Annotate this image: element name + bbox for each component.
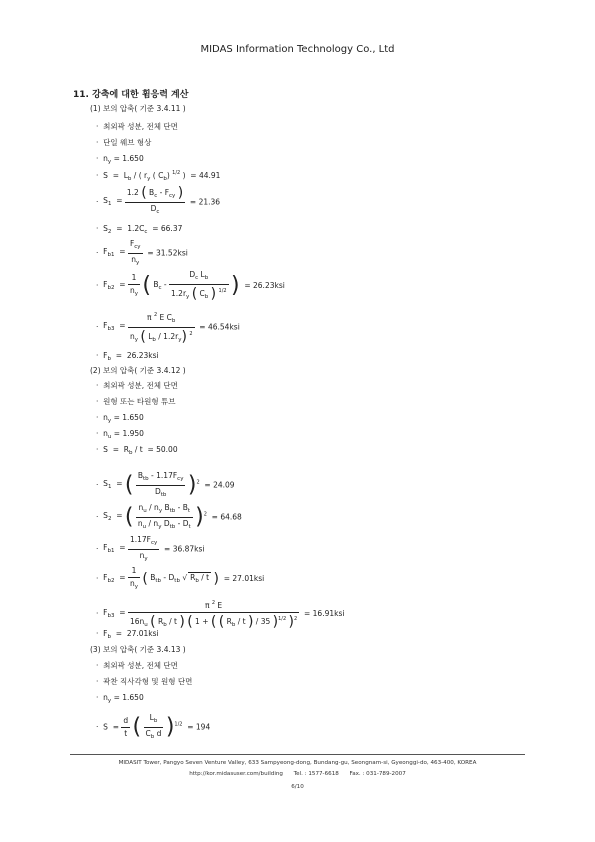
p2-item-1: · 최외곽 성분, 전체 단면	[96, 381, 178, 390]
p2-S1: · $S_1$ = ( $\frac{B_{tb} - 1.17F_{cy}}{D_{tb}}$ )$^2$ = 24.09	[96, 471, 235, 498]
p2-Fb2: · $F_{b2}$ = $\frac{1}{n_y}$ ( $B_{tb} - D_{tb}$ √ $R_b$ / t ) = 27.01ksi	[96, 566, 265, 590]
part1-label: (1) 보의 압축( 기준 3.4.11 )	[90, 104, 186, 113]
p2-Fb: · $F_b = 27.01ksi$	[96, 629, 159, 640]
footer-rule	[70, 754, 525, 755]
p1-item-1: · 최외곽 성분, 전체 단면	[96, 122, 178, 131]
p2-Fb1: · $F_{b1}$ = $\frac{1.17F_{cy}}{n_y}$ = 36.87ksi	[96, 535, 205, 562]
page-number: 6/10	[291, 784, 304, 790]
footer-contact	[0, 771, 595, 777]
page-header: MIDAS Information Technology Co., Ltd	[200, 44, 395, 55]
p1-ny: · $n_y = 1.650$	[96, 154, 144, 165]
p1-Fb: · $F_b = 26.23ksi$	[96, 351, 159, 362]
p2-Fb3: · $F_{b3}$ = $\frac{\pi ^2 E}{16n_u ( R_b / t ) ( 1 + ( ( R_b / t ) / 35 )^{1/2} )^2}$ = 16.91ksi	[96, 600, 345, 630]
footer-tel: Tel. : 1577-6618	[293, 771, 339, 777]
p1-Fb3: · $F_{b3}$ = $\frac{\pi ^2 E C_b}{n_y ( L_b / 1.2r_y) ^2}$ = 46.54ksi	[96, 312, 240, 345]
p1-Fb1: · $F_{b1}$ = $\frac{F_{cy}}{n_y}$ = 31.52ksi	[96, 239, 188, 266]
p1-item-2: · 단일 웨브 형상	[96, 138, 152, 147]
part3-label: (3) 보의 압축( 기준 3.4.13 )	[90, 645, 186, 654]
p2-ny: · $n_y = 1.650$	[96, 413, 144, 424]
p2-S: · $S = R_b / t = 50.00$	[96, 445, 178, 456]
p2-nu: · $n_u = 1.950$	[96, 429, 144, 440]
p2-item-2: · 원형 또는 타원형 튜브	[96, 397, 176, 406]
p3-item-1: · 최외곽 성분, 전체 단면	[96, 661, 178, 670]
part2-label: (2) 보의 압축( 기준 3.4.12 )	[90, 366, 186, 375]
p3-item-2: · 곽찬 직사각형 및 원형 단면	[96, 677, 193, 686]
p3-S: · S = $\frac{d}{t}$ ( $\frac{L_b}{C_b d}$ )$^{1/2}$ = 194	[96, 713, 211, 740]
footer-url[interactable]: http://kor.midasuser.com/building	[189, 771, 283, 777]
p3-ny: · $n_y = 1.650$	[96, 693, 144, 704]
footer-address: MIDASIT Tower, Pangyo Seven Venture Valley, 633 Sampyeong-dong, Bundang-gu, Seongnam-si, Gyeonggi-do, 463-400, KOREA	[118, 760, 477, 766]
p1-Fb2: · $F_{b2}$ = $\frac{1}{n_y}$ ( $B_c$ - $\frac{D_c L_b}{1.2r_y ( C_b ) ^{1/2}}$ ) = 26.23ksi	[96, 270, 285, 302]
p2-S2: · $S_2$ = ( $\frac{n_u / n_y B_{tb} - B_t}{n_u / n_y D_{tb} - D_t}$ )$^2$ = 64.68	[96, 503, 242, 530]
section-title: 11. 강축에 대한 휨응력 계산	[73, 90, 189, 100]
footer-fax: Fax. : 031-789-2007	[349, 771, 406, 777]
p1-S2: · $S_2 = 1.2C_c = 66.37$	[96, 224, 183, 235]
p1-S1: · $S_1$ = $\frac{1.2 ( B_c - F_{cy} )}{D_c}$ = 21.36	[96, 185, 221, 215]
p1-S: · $S = L_b$ / ( $r_y$ ( $C_b$) $^{1/2}$ ) = 44.91	[96, 170, 221, 182]
